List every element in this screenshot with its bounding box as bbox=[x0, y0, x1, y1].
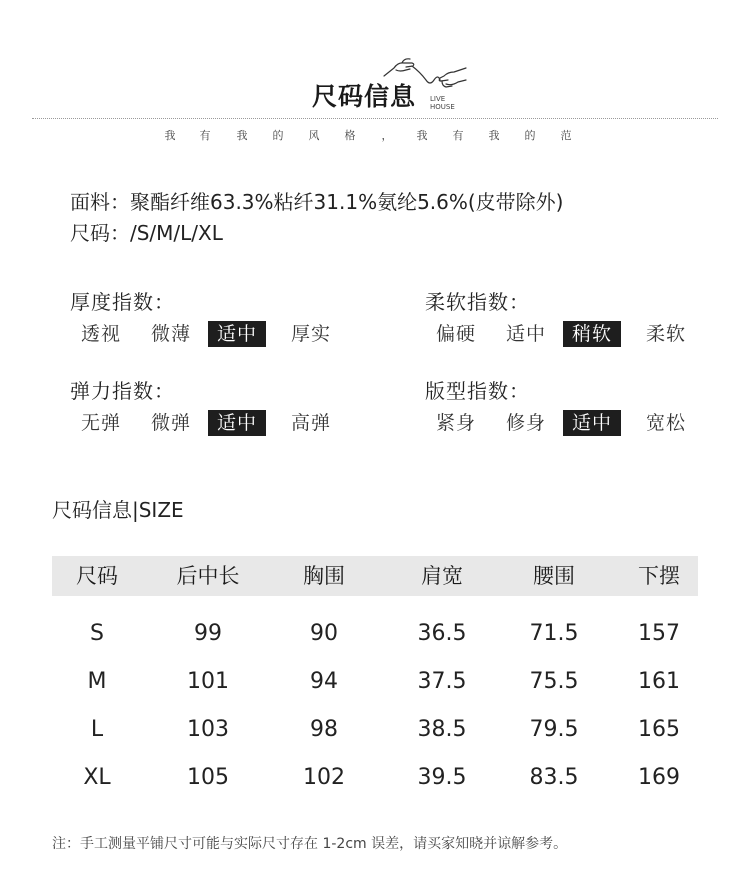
thickness-index-option: 厚实 bbox=[290, 323, 331, 345]
measurement-cell: 36.5 bbox=[417, 621, 467, 646]
measurement-cell: 38.5 bbox=[417, 717, 467, 742]
slogan-char: 有 bbox=[452, 129, 464, 142]
slogan-char: 我 bbox=[236, 129, 248, 142]
size-table-header-cell: 尺码 bbox=[76, 564, 118, 588]
fit-index-title: 版型指数： bbox=[425, 379, 530, 403]
available-sizes: 尺码：/S/M/L/XL bbox=[70, 221, 223, 245]
thickness-index-option-selected: 适中 bbox=[208, 321, 266, 347]
thickness-index-title: 厚度指数： bbox=[70, 290, 175, 314]
elasticity-index-title: 弹力指数： bbox=[70, 379, 175, 403]
softness-index-option-selected: 稍软 bbox=[563, 321, 621, 347]
size-label-cell: XL bbox=[83, 765, 111, 790]
fit-index-option: 紧身 bbox=[435, 412, 476, 434]
slogan-char: 的 bbox=[524, 129, 536, 142]
softness-index-option: 偏硬 bbox=[435, 323, 476, 345]
elasticity-index-option: 高弹 bbox=[290, 412, 331, 434]
slogan-char: 风 bbox=[308, 129, 320, 142]
slogan-char: 的 bbox=[272, 129, 284, 142]
slogan bbox=[0, 127, 750, 145]
elasticity-index-option: 微弹 bbox=[150, 412, 191, 434]
size-label-cell: M bbox=[87, 669, 107, 694]
brand-tag-line2: HOUSE bbox=[430, 103, 455, 111]
measurement-cell: 39.5 bbox=[417, 765, 467, 790]
measurement-cell: 169 bbox=[638, 765, 680, 790]
slogan-char: 我 bbox=[416, 129, 428, 142]
measurement-cell: 71.5 bbox=[529, 621, 579, 646]
thickness-index-option: 透视 bbox=[80, 323, 121, 345]
measurement-cell: 161 bbox=[638, 669, 680, 694]
measurement-cell: 102 bbox=[303, 765, 345, 790]
size-table-header-cell: 腰围 bbox=[533, 564, 575, 588]
measurement-cell: 101 bbox=[187, 669, 229, 694]
size-table-header-cell: 后中长 bbox=[176, 564, 240, 588]
thickness-index-option: 微薄 bbox=[150, 323, 191, 345]
fabric-composition: 面料：聚酯纤维63.3%粘纤31.1%氨纶5.6%(皮带除外) bbox=[70, 190, 564, 214]
dotted-divider bbox=[32, 118, 718, 119]
size-table-header-cell: 肩宽 bbox=[421, 564, 463, 588]
slogan-char: 我 bbox=[488, 129, 500, 142]
measurement-cell: 157 bbox=[638, 621, 680, 646]
slogan-char: 格 bbox=[344, 129, 356, 142]
measurement-cell: 105 bbox=[187, 765, 229, 790]
size-label-cell: S bbox=[90, 621, 104, 646]
elasticity-index-option: 无弹 bbox=[80, 412, 121, 434]
softness-index-option: 适中 bbox=[505, 323, 546, 345]
measurement-cell: 37.5 bbox=[417, 669, 467, 694]
brand-tag bbox=[430, 95, 455, 111]
measurement-note: 注：手工测量平铺尺寸可能与实际尺寸存在 1-2cm 误差，请买家知晓并谅解参考。 bbox=[52, 836, 568, 852]
brand-tag-line1: LIVE bbox=[430, 95, 446, 103]
elasticity-index-option-selected: 适中 bbox=[208, 410, 266, 436]
measurement-cell: 79.5 bbox=[529, 717, 579, 742]
measurement-cell: 98 bbox=[310, 717, 338, 742]
size-table-header bbox=[52, 556, 698, 596]
slogan-char: 有 bbox=[199, 129, 211, 142]
measurement-cell: 165 bbox=[638, 717, 680, 742]
size-table-heading: 尺码信息|SIZE bbox=[52, 498, 184, 522]
slogan-char: 范 bbox=[560, 129, 572, 142]
softness-index-option: 柔软 bbox=[645, 323, 686, 345]
page-title: 尺码信息 bbox=[312, 82, 417, 111]
measurement-cell: 103 bbox=[187, 717, 229, 742]
softness-index-title: 柔软指数： bbox=[425, 290, 530, 314]
measurement-cell: 75.5 bbox=[529, 669, 579, 694]
measurement-cell: 90 bbox=[310, 621, 338, 646]
measurement-cell: 83.5 bbox=[529, 765, 579, 790]
slogan-char: 我 bbox=[164, 129, 176, 142]
measurement-cell: 99 bbox=[194, 621, 222, 646]
size-label-cell: L bbox=[90, 717, 104, 742]
size-table-header-cell: 胸围 bbox=[303, 564, 345, 588]
measurement-cell: 94 bbox=[310, 669, 338, 694]
fit-index-option-selected: 适中 bbox=[563, 410, 621, 436]
fit-index-option: 宽松 bbox=[645, 412, 686, 434]
size-table-header-cell: 下摆 bbox=[638, 564, 680, 588]
slogan-char: ， bbox=[381, 129, 393, 142]
fit-index-option: 修身 bbox=[505, 412, 546, 434]
